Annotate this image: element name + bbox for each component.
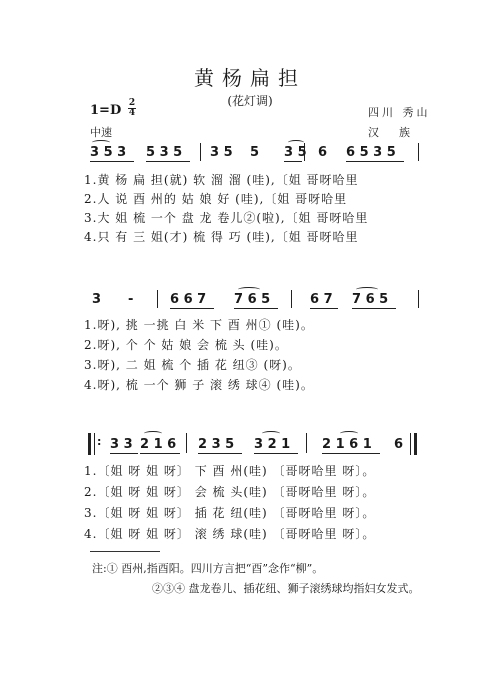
time-signature-bottom: 4 — [128, 108, 136, 118]
beam — [352, 308, 396, 309]
note-group: 2 1 6 1 — [322, 437, 372, 452]
beam — [322, 453, 380, 454]
beam — [146, 161, 190, 162]
barline — [291, 290, 292, 308]
beam — [198, 453, 242, 454]
barline — [306, 433, 307, 453]
lyric-line: 2.人 说 酉 州的 姑 娘 好 (哇),〔姐 哥呀哈里 — [84, 192, 348, 206]
note-group: 5 — [250, 145, 260, 160]
footnote-1: 注:① 酉州,指酉阳。四川方言把“酉”念作“柳”。 — [92, 562, 324, 575]
beam — [170, 308, 214, 309]
key-signature: 1=D — [90, 103, 122, 118]
slur-mark — [144, 431, 162, 436]
barline — [200, 143, 201, 161]
note-group: 3 5 — [284, 145, 307, 160]
time-signature-top: 2 — [128, 98, 136, 108]
note-group: 5 3 5 — [146, 145, 183, 160]
slur-mark — [340, 431, 358, 436]
beam — [254, 453, 298, 454]
time-signature — [128, 99, 136, 118]
beam — [110, 453, 138, 454]
lyric-line: 2.〔姐 呀 姐 呀〕 会 梳 头(哇) 〔哥呀哈里 呀〕。 — [84, 485, 376, 499]
origin-ethnicity: 汉族 — [368, 126, 430, 139]
barline — [410, 433, 411, 455]
origin-region: 四川 秀山 — [368, 106, 431, 119]
note-group: 2 3 5 — [198, 437, 235, 452]
lyric-line: 3.呀), 二 姐 梳 个 插 花 纽③ (呀)。 — [84, 358, 301, 372]
tempo-marking: 中速 — [90, 126, 112, 139]
beam — [90, 161, 134, 162]
barline — [418, 143, 419, 161]
barline — [186, 433, 187, 453]
beam — [346, 161, 404, 162]
note-group: 7 6 5 — [234, 292, 271, 307]
note-group: 2 1 6 — [140, 437, 177, 452]
lyric-line: 2.呀), 个 个 姑 娘 会 梳 头 (哇)。 — [84, 338, 288, 352]
lyric-line: 1.呀), 挑 一挑 白 米 下 酉 州① (哇)。 — [84, 318, 314, 332]
note-group: 6 6 7 — [170, 292, 207, 307]
barline — [418, 290, 419, 308]
beam — [234, 308, 278, 309]
beam — [310, 308, 338, 309]
footnote-2: ②③④ 盘龙卷儿、插花纽、狮子滚绣球均指妇女发式。 — [152, 582, 420, 595]
note-group: 7 6 5 — [352, 292, 389, 307]
beam — [284, 161, 302, 162]
note-group: 3 5 3 — [90, 145, 127, 160]
lyric-line: 3.〔姐 呀 姐 呀〕 插 花 纽(哇) 〔哥呀哈里 呀〕。 — [84, 506, 376, 520]
note-group: - — [128, 292, 134, 307]
lyric-line: 3.大 姐 梳 一个 盘 龙 卷儿②(啦),〔姐 哥呀哈里 — [84, 211, 369, 225]
song-subtitle: (花灯调) — [227, 94, 273, 108]
note-group: 3 5 — [210, 145, 233, 160]
slur-mark — [262, 431, 280, 436]
barline — [94, 433, 95, 455]
note-group: 6 — [318, 145, 328, 160]
final-barline — [414, 433, 417, 455]
note-group: 6 5 3 5 — [346, 145, 396, 160]
lyric-line: 4.〔姐 呀 姐 呀〕 滚 绣 球(哇) 〔哥呀哈里 呀〕。 — [84, 527, 376, 541]
barline — [157, 290, 158, 308]
lyric-line: 4.只 有 三 姐(才) 梳 得 巧 (哇),〔姐 哥呀哈里 — [84, 230, 359, 244]
note-group: 3 3 — [110, 437, 133, 452]
repeat-start — [88, 433, 91, 455]
lyric-line: 1.黄 杨 扁 担(就) 软 溜 溜 (哇),〔姐 哥呀哈里 — [84, 173, 359, 187]
note-group: 6 7 — [310, 292, 333, 307]
beam — [140, 453, 180, 454]
note-group: 3 2 1 — [254, 437, 291, 452]
note-group: 3 — [92, 292, 102, 307]
song-title: 黄杨扁担 — [194, 66, 306, 90]
repeat-dots: : — [97, 435, 102, 448]
lyric-line: 1.〔姐 呀 姐 呀〕 下 酉 州(哇) 〔哥呀哈里 呀〕。 — [84, 464, 376, 478]
note-group: 6 — [394, 437, 404, 452]
lyric-line: 4.呀), 梳 一个 狮 子 滚 绣 球④ (哇)。 — [84, 378, 314, 392]
footnote-divider — [90, 551, 160, 552]
